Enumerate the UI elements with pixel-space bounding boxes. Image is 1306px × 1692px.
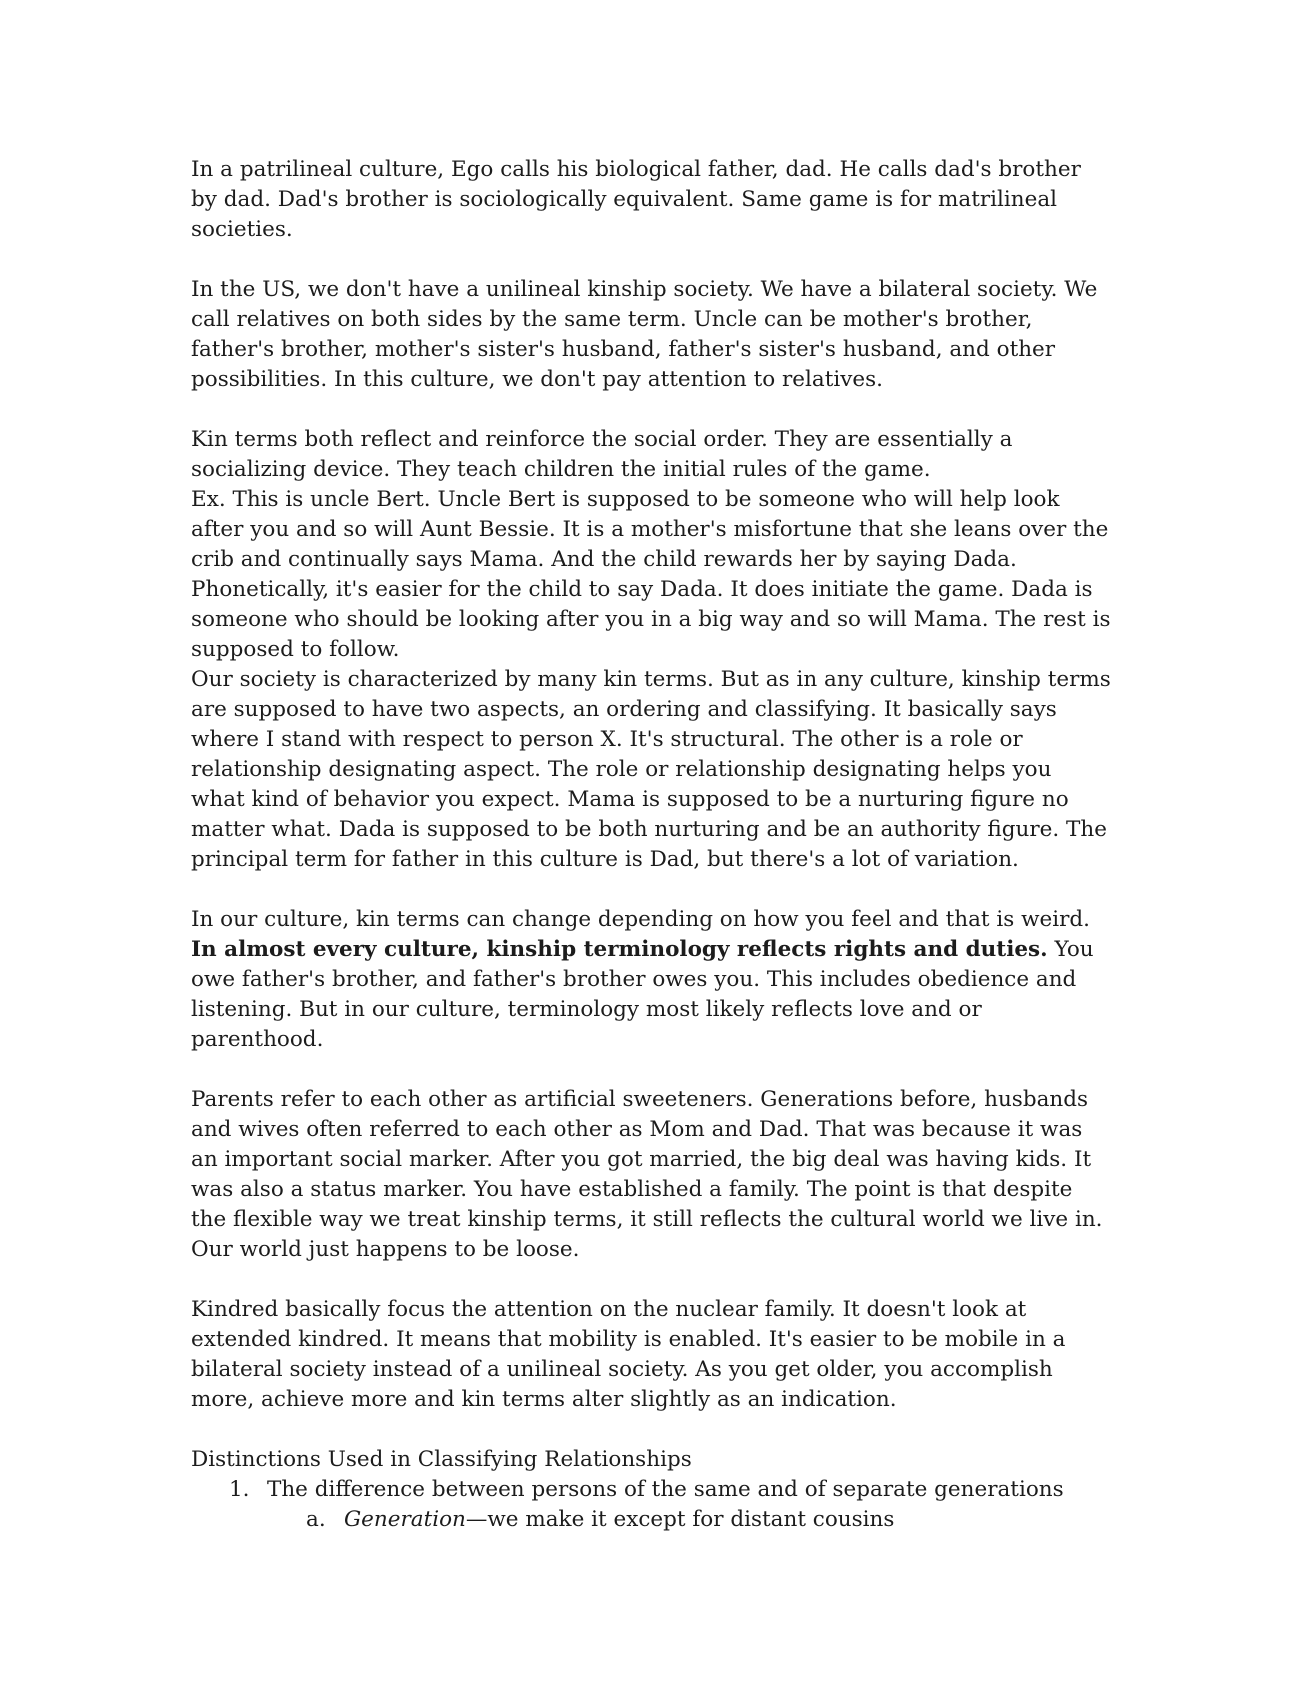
paragraph-kindred: Kindred basically focus the attention on the nuclear family. It doesn't look at extended kindred. It means that mobility is enabled. It's easier to be mobile in a bilateral society instead of a unilineal society. As you get older, you accomplish more, achieve more and kin terms alter slightly as an indication. [191,1297,1066,1412]
list-item-1 [191,1475,1111,1505]
kin-terms-example: Ex. This is uncle Bert. Uncle Bert is supposed to be someone who will help look after you and so will Aunt Bessie. It is a mother's misfortune that she leans over the crib and continually says Mama. And the child rewards her by saying Dada. Phonetically, it's easier for the child to say Dada. It does initiate the game. Dada is someone who should be looking after you in a big way and so will Mama. The rest is supposed to follow. [191,487,1111,662]
rights-duties-emphasis: In almost every culture, kinship terminology reflects rights and duties. [191,937,1048,962]
document-page [191,155,1111,1535]
kin-terms-intro: Kin terms both reflect and reinforce the social order. They are essentially a socializing device. They teach children the initial rules of the game. [191,427,1013,482]
sublist-description: —we make it except for distant cousins [465,1507,895,1532]
sublist-marker: a. [306,1507,326,1532]
list-item-text: The difference between persons of the same and of separate generations [267,1477,1064,1502]
list-item-1a [191,1505,1111,1535]
paragraph-kin-terms [191,425,1111,875]
paragraph-rights-duties [191,905,1111,1055]
rights-duties-after: You owe father's brother, and father's brother owes you. This includes obedience and listening. But in our culture, terminology most likely reflects love and or parenthood. [191,937,1094,1052]
paragraph-patrilineal: In a patrilineal culture, Ego calls his biological father, dad. He calls dad's brother by dad. Dad's brother is sociologically equivalent. Same game is for matrilineal societies. [191,157,1081,242]
sublist-term: Generation [344,1507,466,1532]
sublist-item-text [344,1505,894,1535]
rights-duties-before: In our culture, kin terms can change depending on how you feel and that is weird. [191,907,1091,932]
paragraph-bilateral-us: In the US, we don't have a unilineal kinship society. We have a bilateral society. We call relatives on both sides by the same term. Uncle can be mother's brother, father's brother, mother's sister's husband, father's sister's husband, and other possibilities. In this culture, we don't pay attention to relatives. [191,277,1098,392]
paragraph-sweeteners: Parents refer to each other as artificial sweeteners. Generations before, husbands and wives often referred to each other as Mom and Dad. That was because it was an important social marker. After you got married, the big deal was having kids. It was also a status marker. You have established a family. The point is that despite the flexible way we treat kinship terms, it still reflects the cultural world we live in. Our world just happens to be loose. [191,1087,1103,1262]
section-heading: Distinctions Used in Classifying Relationships [191,1447,692,1472]
list-marker: 1. [229,1477,250,1502]
kin-terms-aspects: Our society is characterized by many kin terms. But as in any culture, kinship terms are supposed to have two aspects, an ordering and classifying. It basically says where I stand with respect to person X. It's structural. The other is a role or relationship designating aspect. The role or relationship designating helps you what kind of behavior you expect. Mama is supposed to be a nurturing figure no matter what. Dada is supposed to be both nurturing and be an authority figure. The principal term for father in this culture is Dad, but there's a lot of variation. [191,667,1111,872]
